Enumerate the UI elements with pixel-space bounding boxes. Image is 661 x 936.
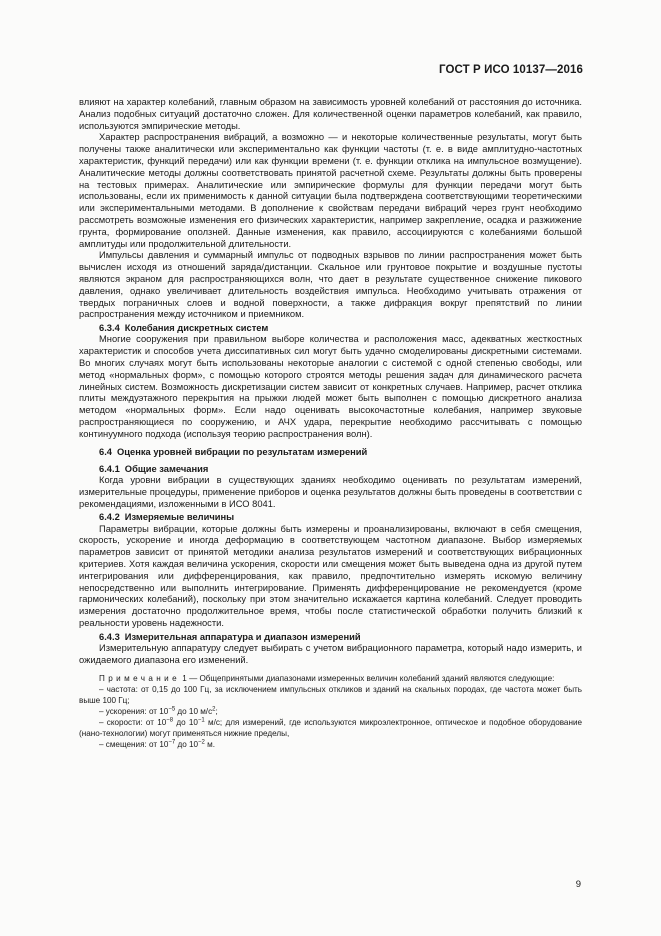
section-heading-6-4-1 (79, 463, 582, 475)
document-header: ГОСТ Р ИСО 10137—2016 (438, 64, 583, 76)
section-heading-6-4 (79, 446, 582, 458)
note-label: Примечание (99, 674, 181, 684)
exponent: 2 (212, 706, 216, 713)
paragraph: Характер распространения вибраций, а возможно — и некоторые количественные результаты, могут быть получены также аналитически или экспериментально как функции частоты (т. е. в виде амплитудно-частотных характеристик, функций передачи) или как функции времени (т. е. функции отклика на импульсное возмущение). Аналитические методы должны соответствовать принятой расчетной схеме. Результаты должны быть проверены на тестовых примерах. Аналитические или эмпирические формулы для функции передачи могут быть использованы, если их применимость к данной ситуации была подтверждена соответствующими теоретическими или экспериментальными методами. В дополнение к свойствам передачи вибраций через грунт необходимо рассмотреть возможные изменения его физических характеристик, например закрепление, осадка и разжижение грунта, формирование оползней. Данные изменения, как правило, ассоциируются с колебаниями большой амплитуды или продолжительной длительности. (79, 132, 582, 249)
note-text: 1 — Общепринятыми диапазонами измеренных величин колебаний зданий являются следующие: (182, 674, 555, 684)
exponent: −2 (198, 739, 205, 746)
paragraph: Многие сооружения при правильном выборе количества и расположения масс, адекватных жесткостных характеристик и способов учета диссипативных сил могут быть удачно смоделированы дискретными системами. Во многих случаях могут быть использованы некоторые аналогии с системой с одной степенью свободы, или метод «нормальных форм», с помощью которого строятся методы решения задач для динамического расчета линейных систем. Возможность дискретизации систем зависит от конкретных случаев. Например, расчет отклика плиты междуэтажного перекрытия на прыжки людей может быть выполнен с помощью дискретного анализа методом «нормальных форм». Если надо оценивать высокочастотные колебания, например звуковые распространяющиеся по сооружению, и АЧХ удара, перекрытие необходимо рассчитывать с помощью континуумного подхода (используя теорию распространения волн). (79, 334, 582, 439)
note-item-text: м. (204, 740, 215, 750)
note-item-text: – скорости: от 10 (99, 718, 167, 728)
section-title: Измерительная аппаратура и диапазон измерений (124, 631, 361, 642)
section-number: 6.4 (99, 446, 112, 457)
note-item-text: до 10 (175, 740, 199, 750)
note-item-text: до 10 м/с (175, 707, 213, 717)
section-title: Оценка уровней вибрации по результатам измерений (117, 446, 368, 457)
note-intro (79, 673, 582, 684)
note-item-text: – ускорения: от 10 (99, 707, 169, 717)
section-number: 6.4.3 (99, 631, 120, 642)
section-number: 6.4.2 (99, 512, 120, 523)
note-item-acceleration (79, 706, 582, 717)
page-number: 9 (575, 879, 581, 890)
section-number: 6.3.4 (99, 323, 120, 334)
paragraph: Импульсы давления и суммарный импульс от подводных взрывов по линии распространения может быть вычислен исходя из отношений заряда/дистанции. Скальное или грунтовое покрытие и воздушные пустоты являются экраном для распространяющихся волн, что дает в результате существенное снижение пикового давления, однако увеличивает длительность воздействия импульса. Необходимо учитывать отражения от твердых пограничных слоев и водной поверхности, а также дифракция вокруг препятствий по линии распространения между источником и приемником. (79, 250, 582, 320)
page-content (79, 97, 582, 750)
note-block (79, 673, 582, 750)
section-heading-6-4-2 (79, 511, 582, 523)
section-heading-6-3-4 (79, 322, 582, 334)
section-title: Общие замечания (124, 463, 209, 474)
paragraph: влияют на характер колебаний, главным образом на зависимость уровней колебаний от расстояния до источника. Анализ подобных ситуаций достаточно сложен. Для количественной оценки параметров колебаний, как правило, используются эмпирические методы. (79, 97, 582, 131)
note-item-text: – смещения: от 10 (99, 740, 169, 750)
paragraph: Когда уровни вибрации в существующих зданиях необходимо оценивать по результатам измерений, измерительные процедуры, применение приборов и оценка результатов должны быть проведены в соответствии с рекомендациями, изложенными в ИСО 8041. (79, 474, 582, 509)
exponent: −8 (166, 717, 174, 724)
exponent: −5 (168, 706, 176, 713)
paragraph: Параметры вибрации, которые должны быть измерены и проанализированы, включают в себя смещения, скорость, ускорение и иногда деформацию в соответствующем частотном диапазоне. Выбор измеряемых параметров зависит от принятой методики анализа результатов измерений и соответствующих вибрационных критериев. Хотя каждая величина ускорения, скорости или смещения может быть выведена одна из другой путем интегрирования или дифференцирования, как правило, предпочтительно измерять искомую величину непосредственно или выполнить интегрирование. Применять дифференцирование не рекомендуется (кроме гармонических колебаний), поскольку при этом значительно искажается картина колебаний. Следует проводить измерения достаточно продолжительное время, чтобы после статистической обработки получить близкий к реальности уровень надежности. (79, 523, 582, 628)
section-title: Колебания дискретных систем (124, 323, 269, 334)
section-title: Измеряемые величины (124, 512, 235, 523)
section-heading-6-4-3 (79, 631, 582, 643)
note-item-text: ; (215, 707, 218, 717)
note-item-text: м/с; для измерений, где используются микроэлектронное, оптическое и подобное оборудование (нано-технологии) могут применяться нижние пределы, (79, 718, 582, 739)
exponent: −7 (168, 739, 176, 746)
note-item-displacement (79, 739, 582, 750)
paragraph: Измерительную аппаратуру следует выбирать с учетом вибрационного параметра, который надо измерить, и ожидаемого диапазона его изменений. (79, 642, 582, 665)
exponent: −1 (197, 717, 205, 724)
note-item-text: до 10 (173, 718, 198, 728)
note-item-velocity (79, 717, 582, 739)
note-item-frequency: – частота: от 0,15 до 100 Гц, за исключением импульсных откликов и зданий на скальных породах, где частота может быть выше 100 Гц; (79, 685, 582, 706)
section-number: 6.4.1 (99, 463, 120, 474)
